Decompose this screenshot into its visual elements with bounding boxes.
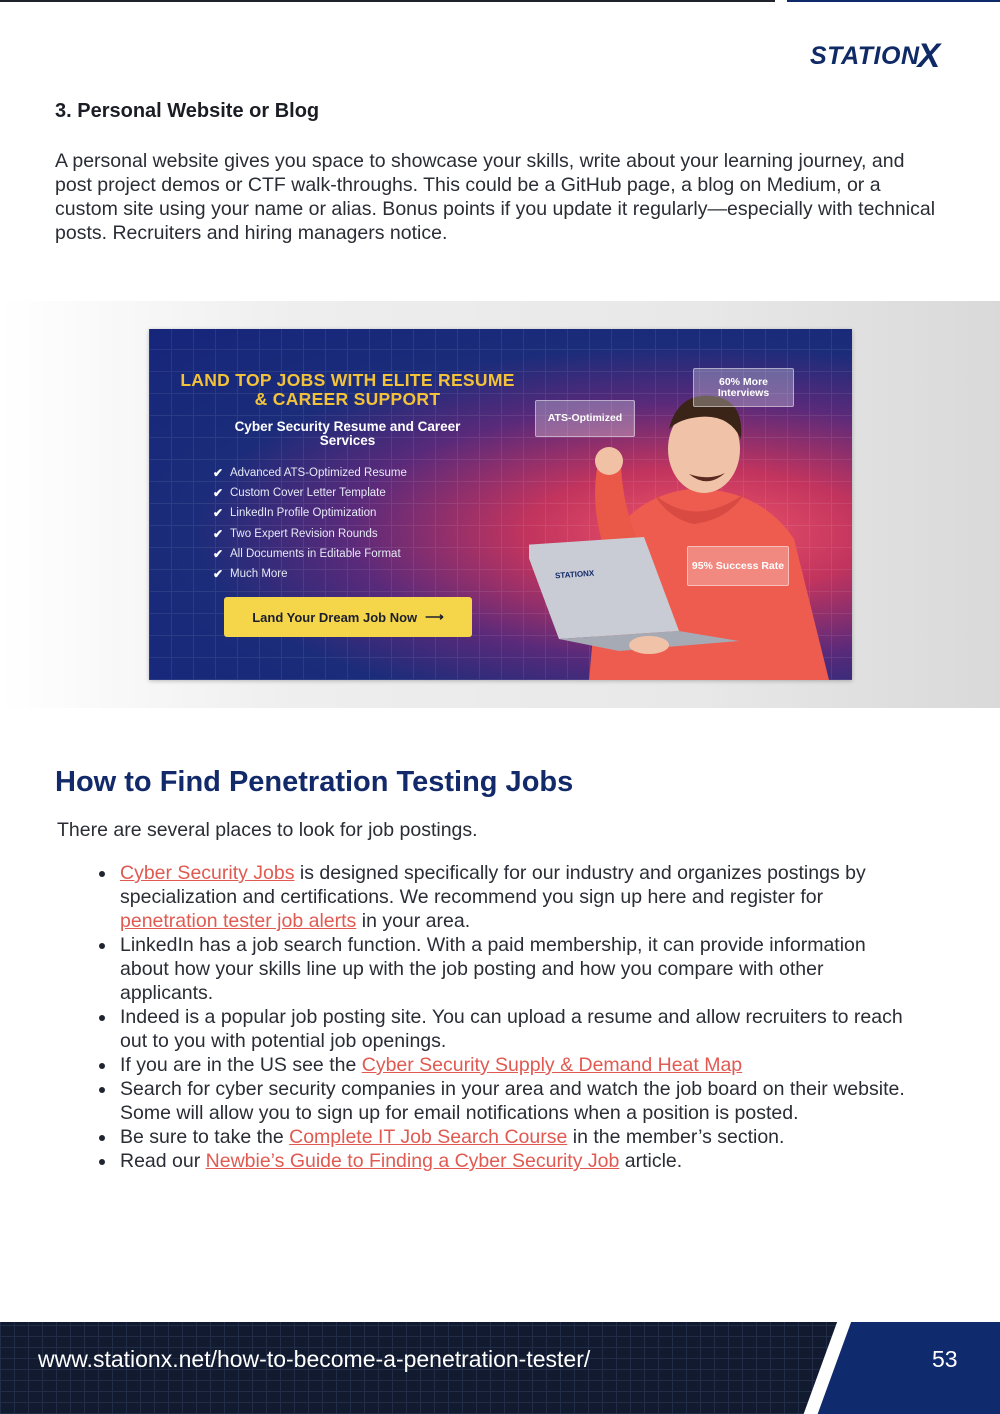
top-rule bbox=[0, 0, 775, 2]
list-text: Indeed is a popular job posting site. You can upload a resume and allow recruiters to reach out to you with potential job openings. bbox=[120, 1006, 903, 1052]
land-dream-job-button[interactable] bbox=[224, 597, 472, 637]
laptop-logo: STATIONX bbox=[554, 568, 595, 581]
logo-wordmark: STATION bbox=[810, 41, 920, 70]
cta-label: Land Your Dream Job Now bbox=[252, 609, 418, 625]
stationx-logo[interactable] bbox=[810, 37, 962, 75]
list-item bbox=[120, 861, 910, 933]
list-item bbox=[120, 1053, 910, 1077]
job-alerts-link[interactable]: penetration tester job alerts bbox=[120, 910, 357, 932]
newbies-guide-link[interactable]: Newbie’s Guide to Finding a Cyber Security Job bbox=[205, 1150, 620, 1172]
interviews-badge: 60% More Interviews bbox=[693, 368, 794, 407]
job-sources-list bbox=[120, 861, 910, 1173]
feature-label: Custom Cover Letter Template bbox=[230, 487, 386, 500]
checkmark-icon: ✔ bbox=[213, 546, 224, 561]
checkmark-icon: ✔ bbox=[213, 567, 224, 582]
list-text: Search for cyber security companies in your area and watch the job board on their website. Some will allow you to sign up for email notifications when a position is posted. bbox=[120, 1078, 905, 1124]
checkmark-icon: ✔ bbox=[213, 466, 224, 481]
banner-feature-list bbox=[213, 463, 407, 584]
career-services-banner[interactable] bbox=[149, 329, 852, 680]
feature-label: Two Expert Revision Rounds bbox=[230, 527, 378, 540]
list-text: in your area. bbox=[356, 910, 471, 932]
page-footer bbox=[0, 1322, 1000, 1414]
list-item bbox=[213, 483, 407, 503]
section-subheading: 3. Personal Website or Blog bbox=[55, 100, 320, 122]
jobs-heading: How to Find Penetration Testing Jobs bbox=[55, 766, 574, 798]
feature-label: Much More bbox=[230, 568, 288, 581]
list-text: article. bbox=[619, 1150, 683, 1172]
job-search-course-link[interactable]: Complete IT Job Search Course bbox=[289, 1126, 568, 1148]
list-item bbox=[213, 544, 407, 564]
list-text: LinkedIn has a job search function. With a paid membership, it can provide information about how your skills line up with the job posting and how you compare with other applicants. bbox=[120, 934, 866, 1004]
banner-heading: LAND TOP JOBS WITH ELITE RESUME & CAREER SUPPORT bbox=[180, 370, 515, 409]
list-text: Read our bbox=[120, 1150, 206, 1172]
cyber-security-jobs-link[interactable]: Cyber Security Jobs bbox=[120, 862, 295, 884]
list-text: is designed specifically for our industry and organizes postings by specialization and certifications. We recommend you sign up here and register for bbox=[120, 862, 866, 908]
banner-subheading: Cyber Security Resume and Career Services bbox=[234, 419, 461, 448]
list-item bbox=[120, 933, 910, 1005]
list-item bbox=[120, 1077, 910, 1125]
checkmark-icon: ✔ bbox=[213, 486, 224, 501]
list-item bbox=[213, 524, 407, 544]
list-text: If you are in the US see the bbox=[120, 1054, 362, 1076]
list-item bbox=[120, 1125, 910, 1149]
logo-x-mark: X bbox=[917, 37, 941, 75]
list-item bbox=[213, 564, 407, 584]
success-rate-badge: 95% Success Rate bbox=[687, 546, 789, 586]
list-text: in the member’s section. bbox=[567, 1126, 785, 1148]
feature-label: LinkedIn Profile Optimization bbox=[230, 507, 377, 520]
list-item bbox=[120, 1149, 910, 1173]
checkmark-icon: ✔ bbox=[213, 526, 224, 541]
list-item bbox=[120, 1005, 910, 1053]
ats-optimized-badge: ATS-Optimized bbox=[535, 400, 635, 437]
top-rule-accent bbox=[787, 0, 1000, 2]
jobs-intro: There are several places to look for job postings. bbox=[57, 819, 478, 841]
feature-label: All Documents in Editable Format bbox=[230, 547, 401, 560]
checkmark-icon: ✔ bbox=[213, 506, 224, 521]
list-item bbox=[213, 503, 407, 523]
heat-map-link[interactable]: Cyber Security Supply & Demand Heat Map bbox=[361, 1054, 743, 1076]
list-item bbox=[213, 463, 407, 483]
feature-label: Advanced ATS-Optimized Resume bbox=[230, 467, 407, 480]
arrow-right-icon: ⟶ bbox=[425, 609, 444, 624]
section-paragraph: A personal website gives you space to showcase your skills, write about your learning journey, and post project demos or CTF walk-throughs. This could be a GitHub page, a blog on Medium, or a custom site using your name or alias. Bonus points if you update it regularly—especially with technical posts. Recruiters and hiring managers notice. bbox=[55, 150, 936, 244]
footer-url[interactable]: www.stationx.net/how-to-become-a-penetration-tester/ bbox=[38, 1346, 591, 1372]
page-number: 53 bbox=[932, 1346, 958, 1372]
list-text: Be sure to take the bbox=[120, 1126, 290, 1148]
